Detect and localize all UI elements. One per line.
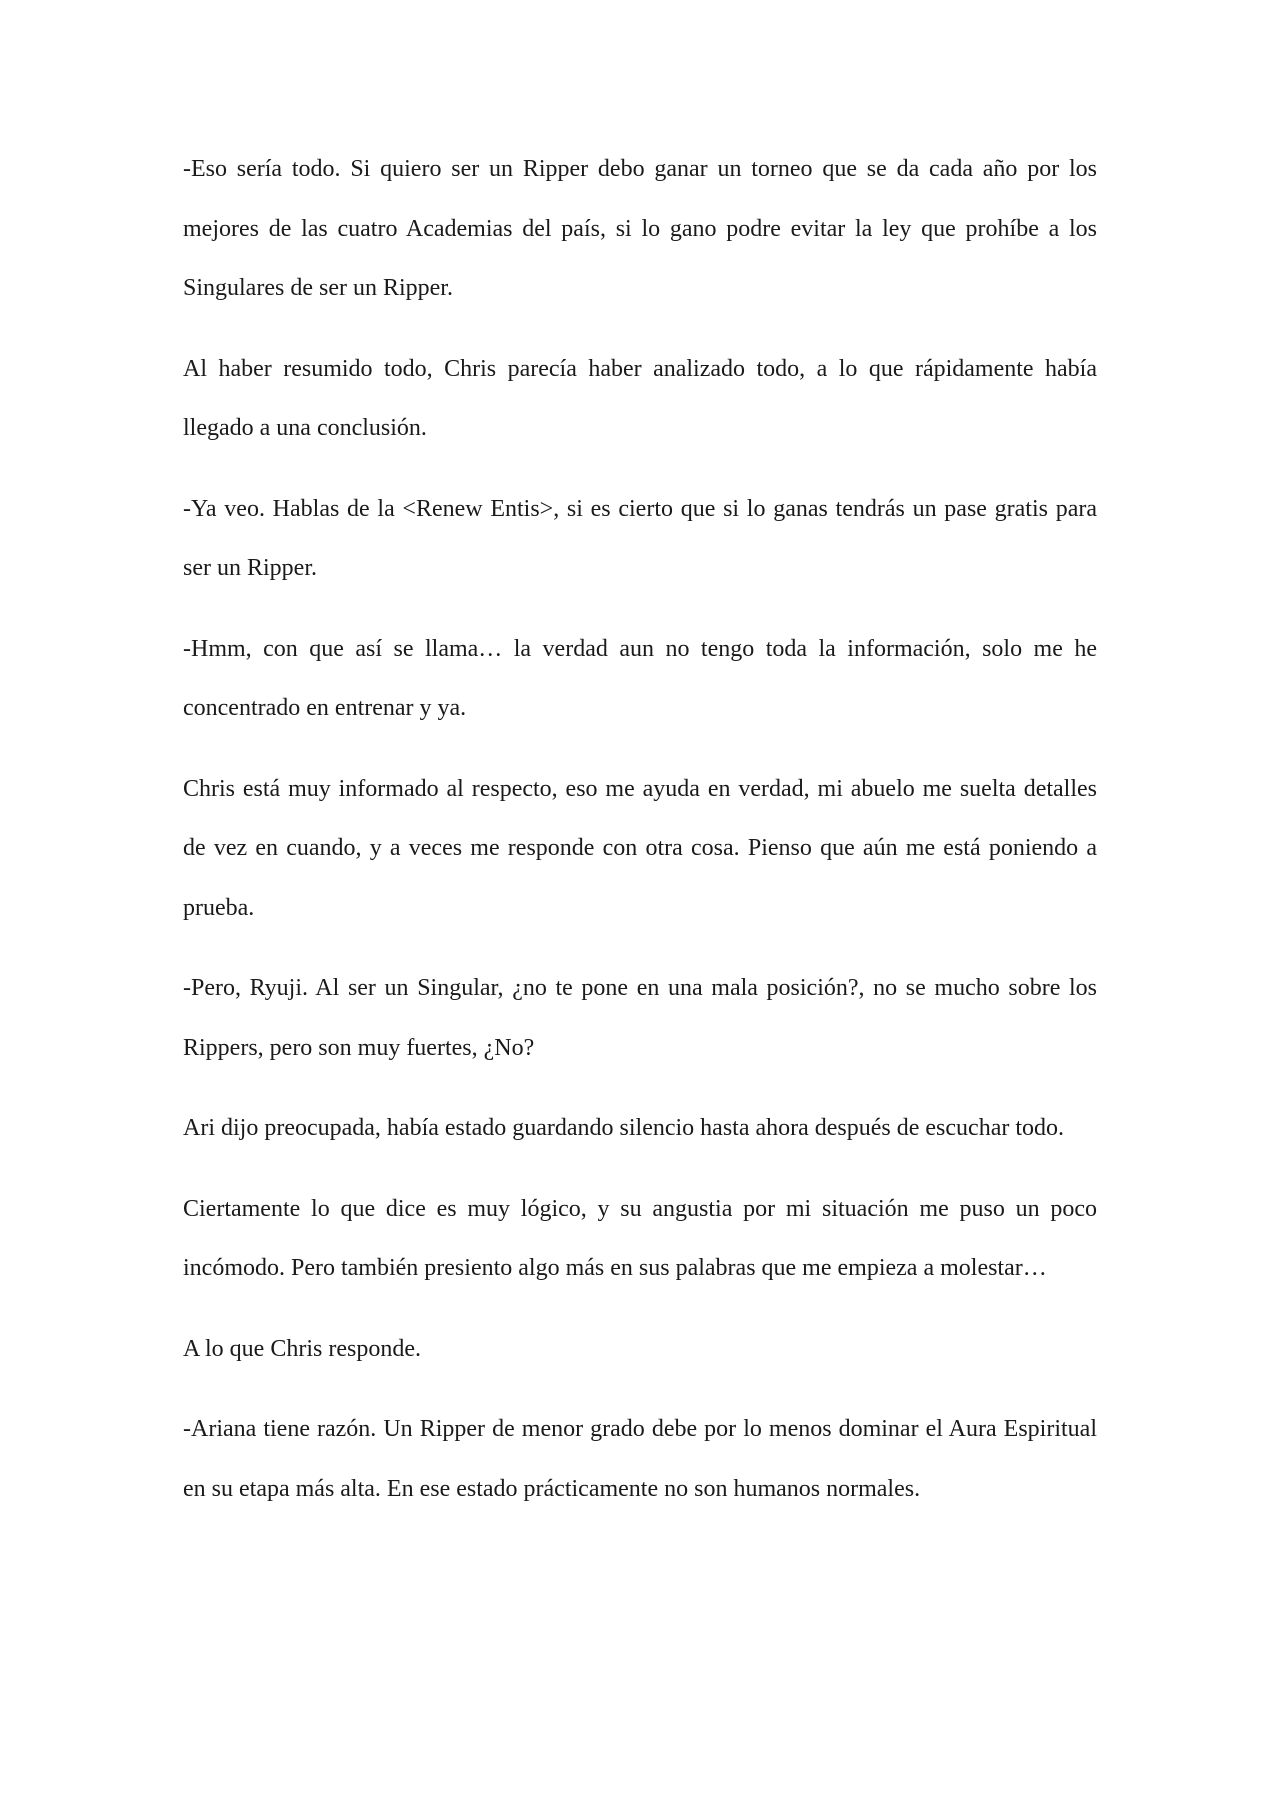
paragraph: Chris está muy informado al respecto, eso me ayuda en verdad, mi abuelo me suelta detalles de vez en cuando, y a veces me responde con otra cosa. Pienso que aún me está poniendo a prueba.: [183, 775, 1097, 921]
paragraph: -Ariana tiene razón. Un Ripper de menor grado debe por lo menos dominar el Aura Espiritual en su etapa más alta. En ese estado prácticamente no son humanos normales.: [183, 1416, 1097, 1502]
paragraph: Ciertamente lo que dice es muy lógico, y su angustia por mi situación me puso un poco incómodo. Pero también presiento algo más en sus palabras que me empieza a molestar…: [183, 1195, 1097, 1281]
paragraph: Ari dijo preocupada, había estado guardando silencio hasta ahora después de escuchar todo.: [183, 1115, 1065, 1141]
document-body: [183, 140, 1097, 1540]
paragraph: -Ya veo. Hablas de la <Renew Entis>, si es cierto que si lo ganas tendrás un pase gratis para ser un Ripper.: [183, 495, 1097, 581]
paragraph: -Hmm, con que así se llama… la verdad aun no tengo toda la información, solo me he concentrado en entrenar y ya.: [183, 635, 1097, 721]
paragraph: Al haber resumido todo, Chris parecía haber analizado todo, a lo que rápidamente había llegado a una conclusión.: [183, 355, 1097, 441]
paragraph: -Eso sería todo. Si quiero ser un Ripper debo ganar un torneo que se da cada año por los mejores de las cuatro Academias del país, si lo gano podre evitar la ley que prohíbe a los Singulares de ser un Ripper.: [183, 156, 1097, 301]
paragraph: -Pero, Ryuji. Al ser un Singular, ¿no te pone en una mala posición?, no se mucho sobre los Rippers, pero son muy fuertes, ¿No?: [183, 975, 1097, 1061]
paragraph: A lo que Chris responde.: [183, 1335, 421, 1362]
